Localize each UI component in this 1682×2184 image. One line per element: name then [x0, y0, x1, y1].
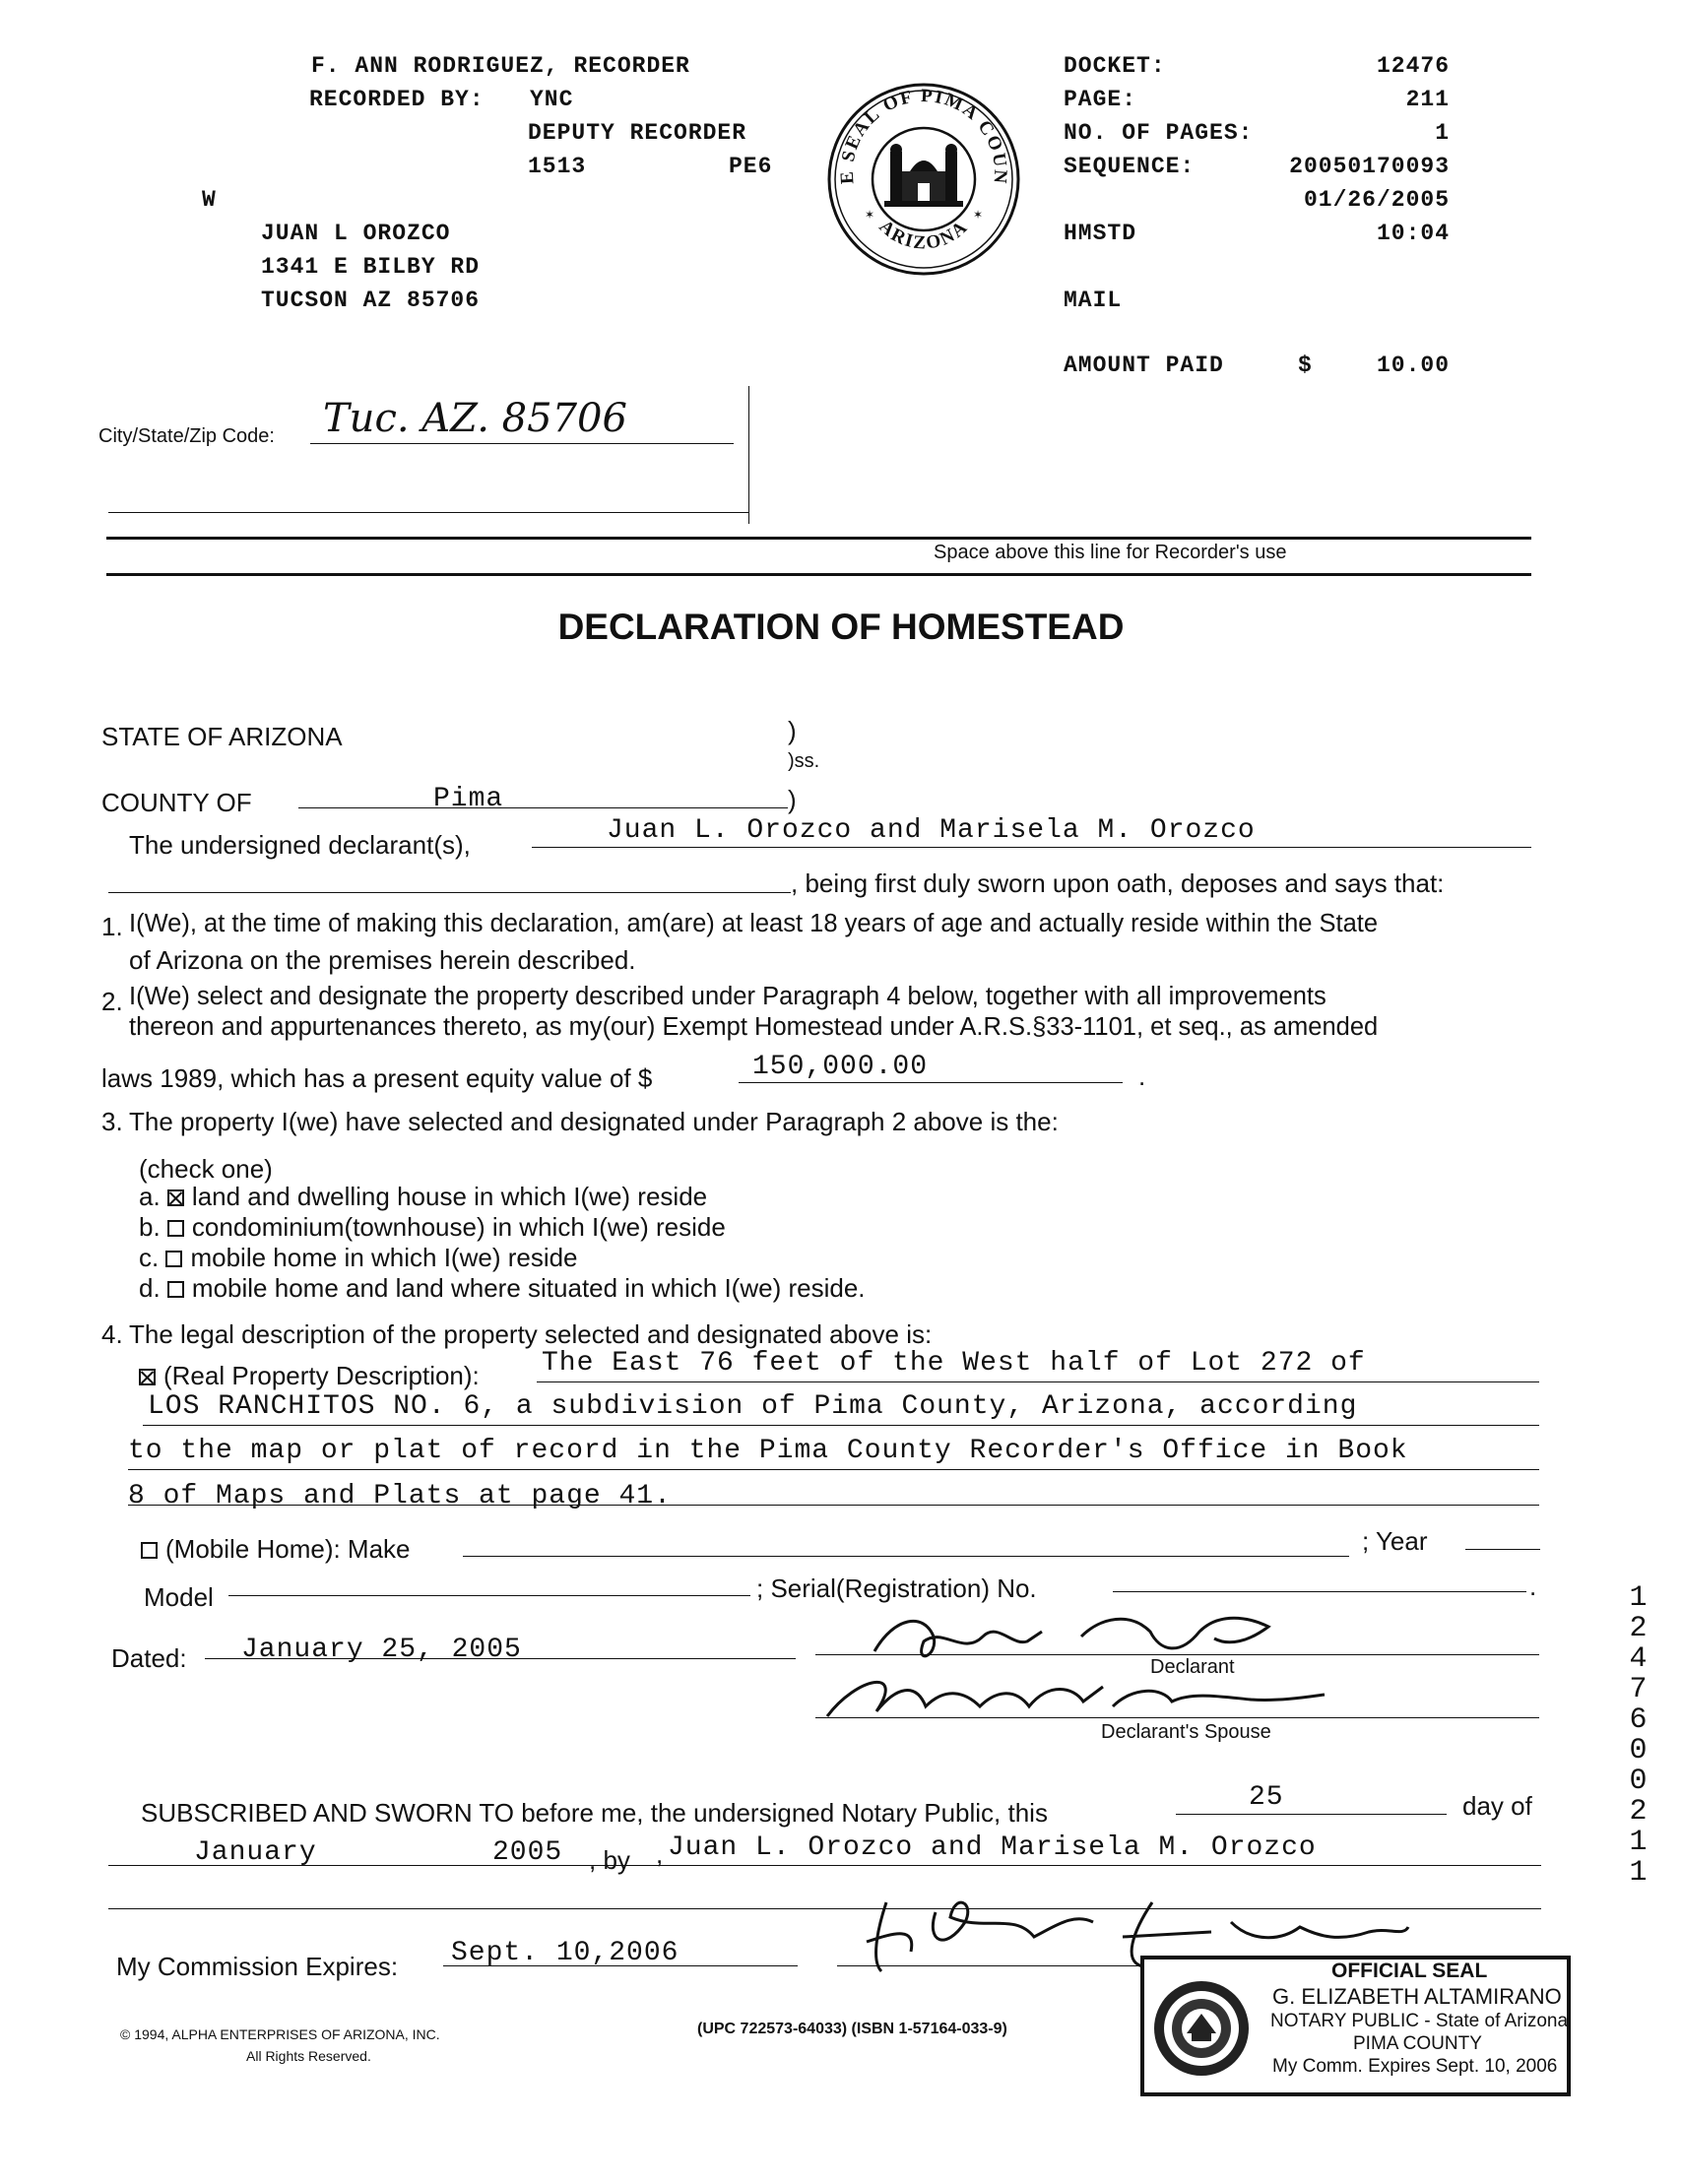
svg-text:✶: ✶ — [865, 208, 875, 222]
recorded-by-label: RECORDED BY: — [309, 87, 485, 112]
pages-value: 1 — [1435, 120, 1450, 146]
dated-line — [205, 1658, 796, 1659]
para2-number: 2. — [101, 987, 123, 1016]
page-value: 211 — [1405, 87, 1450, 112]
by-label: , by — [589, 1845, 630, 1875]
return-name: JUAN L OROZCO — [261, 221, 451, 246]
amount-currency: $ — [1298, 353, 1313, 378]
real-property-label: (Real Property Description): — [163, 1361, 480, 1390]
record-date: 01/26/2005 — [1303, 187, 1450, 213]
option-a-text: land and dwelling house in which I(we) reside — [191, 1182, 708, 1211]
spouse-label: Declarant's Spouse — [1101, 1721, 1271, 1743]
para4-number: 4. — [101, 1319, 123, 1349]
svg-text:ARIZONA: ARIZONA — [874, 216, 973, 254]
hmstd-label: HMSTD — [1064, 221, 1137, 246]
upc-isbn: (UPC 722573-64033) (ISBN 1-57164-033-9) — [697, 2021, 1007, 2037]
spouse-line — [815, 1717, 1539, 1718]
equity-value: 150,000.00 — [752, 1052, 929, 1082]
document-title: DECLARATION OF HOMESTEAD — [557, 607, 1125, 647]
commission-label: My Commission Expires: — [116, 1952, 399, 1981]
recorder-name: F. ANN RODRIGUEZ, RECORDER — [311, 53, 690, 79]
notary-signature-line — [837, 1965, 1142, 1966]
docket-label: DOCKET: — [1064, 53, 1166, 79]
mobile-home-label: (Mobile Home): Make — [165, 1534, 411, 1564]
record-time: 10:04 — [1376, 221, 1450, 246]
state-label: STATE OF ARIZONA — [101, 722, 343, 751]
venue-paren-1: ) — [788, 716, 797, 745]
para1-number: 1. — [101, 912, 123, 941]
serial-line — [1113, 1591, 1526, 1592]
declarant-line — [815, 1654, 1539, 1655]
deputy-recorder: DEPUTY RECORDER — [528, 120, 747, 146]
margin-docket-number: 12476 00211 — [1629, 1581, 1649, 1890]
seal-line-4: My Comm. Expires Sept. 10, 2006 — [1272, 2056, 1558, 2077]
copyright-line-1: © 1994, ALPHA ENTERPRISES OF ARIZONA, INC. — [120, 2026, 440, 2042]
legal-line-1: The East 76 feet of the West half of Lot 272 of — [542, 1348, 1366, 1379]
by-line — [650, 1865, 1541, 1866]
option-b-text: condominium(townhouse) in which I(we) reside — [191, 1212, 726, 1242]
option-b[interactable] — [139, 1212, 726, 1243]
pima-county-seal — [825, 81, 1022, 278]
legal-underline-2 — [143, 1425, 1539, 1426]
svg-text:THE SEAL OF PIMA COUNTY: E SEAL OF PIMA COUN — [836, 85, 1011, 186]
venue-paren-3: ) — [788, 785, 797, 814]
return-address-2: TUCSON AZ 85706 — [261, 288, 481, 313]
make-line — [463, 1556, 1349, 1557]
option-d-letter: d. — [139, 1273, 161, 1303]
para2-line2: thereon and appurtenances thereto, as my(our) Exempt Homestead under A.R.S.§33-1101, et seq., as amended — [129, 1013, 1379, 1041]
official-notary-seal — [1140, 1956, 1571, 2096]
amount-paid-label: AMOUNT PAID — [1064, 353, 1224, 378]
return-address-1: 1341 E BILBY RD — [261, 254, 481, 280]
option-c-text: mobile home in which I(we) reside — [190, 1243, 578, 1272]
mail-label: MAIL — [1064, 288, 1123, 313]
para1-line2: of Arizona on the premises herein described. — [129, 945, 636, 975]
para1-line1: I(We), at the time of making this declaration, am(are) at least 18 years of age and actually reside within the State — [129, 910, 1379, 937]
declarant-names: Juan L. Orozco and Marisela M. Orozco — [607, 815, 1256, 846]
notary-day-line — [1176, 1814, 1447, 1815]
venue-ss: )ss. — [788, 750, 820, 772]
option-d-text: mobile home and land where situated in which I(we) reside. — [191, 1273, 866, 1303]
option-a-checkbox-checked[interactable] — [167, 1189, 184, 1206]
county-value: Pima — [433, 784, 504, 814]
para2-line1: I(We) select and designate the property described under Paragraph 4 below, together with all improvements — [129, 983, 1326, 1010]
csz-vertical-rule — [748, 386, 749, 524]
equity-end: . — [1138, 1061, 1146, 1091]
model-line — [228, 1595, 750, 1596]
pages-label: NO. OF PAGES: — [1064, 120, 1254, 146]
year-line — [1465, 1549, 1540, 1550]
para3-line1: The property I(we) have selected and designated under Paragraph 2 above is the: — [129, 1107, 1059, 1136]
option-b-checkbox[interactable] — [167, 1220, 184, 1237]
sworn-text: SUBSCRIBED AND SWORN TO before me, the undersigned Notary Public, this — [141, 1798, 1048, 1828]
option-d-checkbox[interactable] — [167, 1281, 184, 1298]
csz-line-2 — [108, 512, 748, 513]
real-property-option[interactable] — [139, 1361, 480, 1391]
notary-month: January — [194, 1837, 317, 1868]
day-of-label: day of — [1462, 1791, 1532, 1821]
commission-line — [443, 1965, 798, 1966]
legal-line-4: 8 of Maps and Plats at page 41. — [128, 1481, 672, 1511]
sequence-value: 20050170093 — [1289, 154, 1450, 179]
copyright-line-2: All Rights Reserved. — [246, 2048, 371, 2064]
return-w: W — [202, 187, 217, 213]
option-c-checkbox[interactable] — [165, 1251, 182, 1267]
county-line — [298, 807, 788, 808]
mobile-home-option[interactable] — [141, 1534, 411, 1565]
real-property-checkbox-checked[interactable] — [139, 1369, 156, 1385]
county-label: COUNTY OF — [101, 788, 252, 817]
option-a[interactable] — [139, 1182, 707, 1212]
csz-line — [310, 443, 734, 444]
sequence-label: SEQUENCE: — [1064, 154, 1196, 179]
declarant-label: Declarant — [1150, 1656, 1235, 1678]
month-comma: , — [656, 1839, 664, 1869]
para4-line1: The legal description of the property selected and designated above is: — [129, 1319, 933, 1349]
city-state-zip-label: City/State/Zip Code: — [98, 425, 275, 447]
dated-label: Dated: — [111, 1643, 187, 1673]
declarant-line — [532, 847, 1531, 848]
legal-line-2: LOS RANCHITOS NO. 6, a subdivision of Pima County, Arizona, according — [148, 1391, 1358, 1422]
legal-underline-1 — [537, 1381, 1539, 1382]
declarant-line-2 — [108, 892, 791, 893]
seal-title: OFFICIAL SEAL — [1331, 1959, 1488, 1982]
commission-value: Sept. 10,2006 — [451, 1938, 679, 1968]
dated-value: January 25, 2005 — [241, 1635, 522, 1665]
equity-line — [739, 1082, 1123, 1083]
option-d[interactable] — [139, 1273, 866, 1304]
seal-line-2: NOTARY PUBLIC - State of Arizona — [1270, 2011, 1569, 2031]
para3-number: 3. — [101, 1107, 123, 1136]
option-c[interactable] — [139, 1243, 578, 1273]
notary-seal-emblem — [1152, 1979, 1251, 2078]
amount-paid-value: 10.00 — [1376, 353, 1450, 378]
legal-underline-4 — [128, 1505, 1539, 1506]
svg-text:✶: ✶ — [973, 208, 984, 222]
sworn-clause: , being first duly sworn upon oath, deposes and says that: — [791, 868, 1445, 898]
recorder-divider-bottom — [106, 573, 1531, 576]
option-a-letter: a. — [139, 1182, 161, 1211]
model-label: Model — [144, 1582, 214, 1612]
serial-end: . — [1529, 1572, 1537, 1601]
recorder-code-1: 1513 — [528, 154, 587, 179]
recorder-use-note: Space above this line for Recorder's use — [934, 542, 1287, 563]
mobile-home-checkbox[interactable] — [141, 1542, 158, 1559]
option-b-letter: b. — [139, 1212, 161, 1242]
notary-by-names: Juan L. Orozco and Marisela M. Orozco — [668, 1832, 1317, 1863]
seal-line-3: PIMA COUNTY — [1353, 2033, 1482, 2054]
legal-line-3: to the map or plat of record in the Pima County Recorder's Office in Book — [128, 1436, 1408, 1466]
notary-month-line — [108, 1865, 655, 1866]
page-label: PAGE: — [1064, 87, 1137, 112]
declarant-label: The undersigned declarant(s), — [129, 830, 471, 860]
serial-label: ; Serial(Registration) No. — [756, 1574, 1037, 1603]
legal-underline-3 — [128, 1469, 1539, 1470]
recorder-divider-top — [106, 537, 1531, 540]
year-label: ; Year — [1362, 1526, 1428, 1556]
notary-year: 2005 — [492, 1837, 563, 1868]
para2-line3: laws 1989, which has a present equity value of $ — [101, 1063, 653, 1093]
check-one-label: (check one) — [139, 1154, 273, 1184]
recorder-code-2: PE6 — [729, 154, 773, 179]
seal-notary-name: G. ELIZABETH ALTAMIRANO — [1272, 1984, 1562, 2009]
city-state-zip-value: Tuc. AZ. 85706 — [323, 396, 627, 441]
option-c-letter: c. — [139, 1243, 160, 1272]
docket-value: 12476 — [1376, 53, 1450, 79]
notary-day: 25 — [1249, 1782, 1284, 1813]
recorded-by-value: YNC — [530, 87, 574, 112]
